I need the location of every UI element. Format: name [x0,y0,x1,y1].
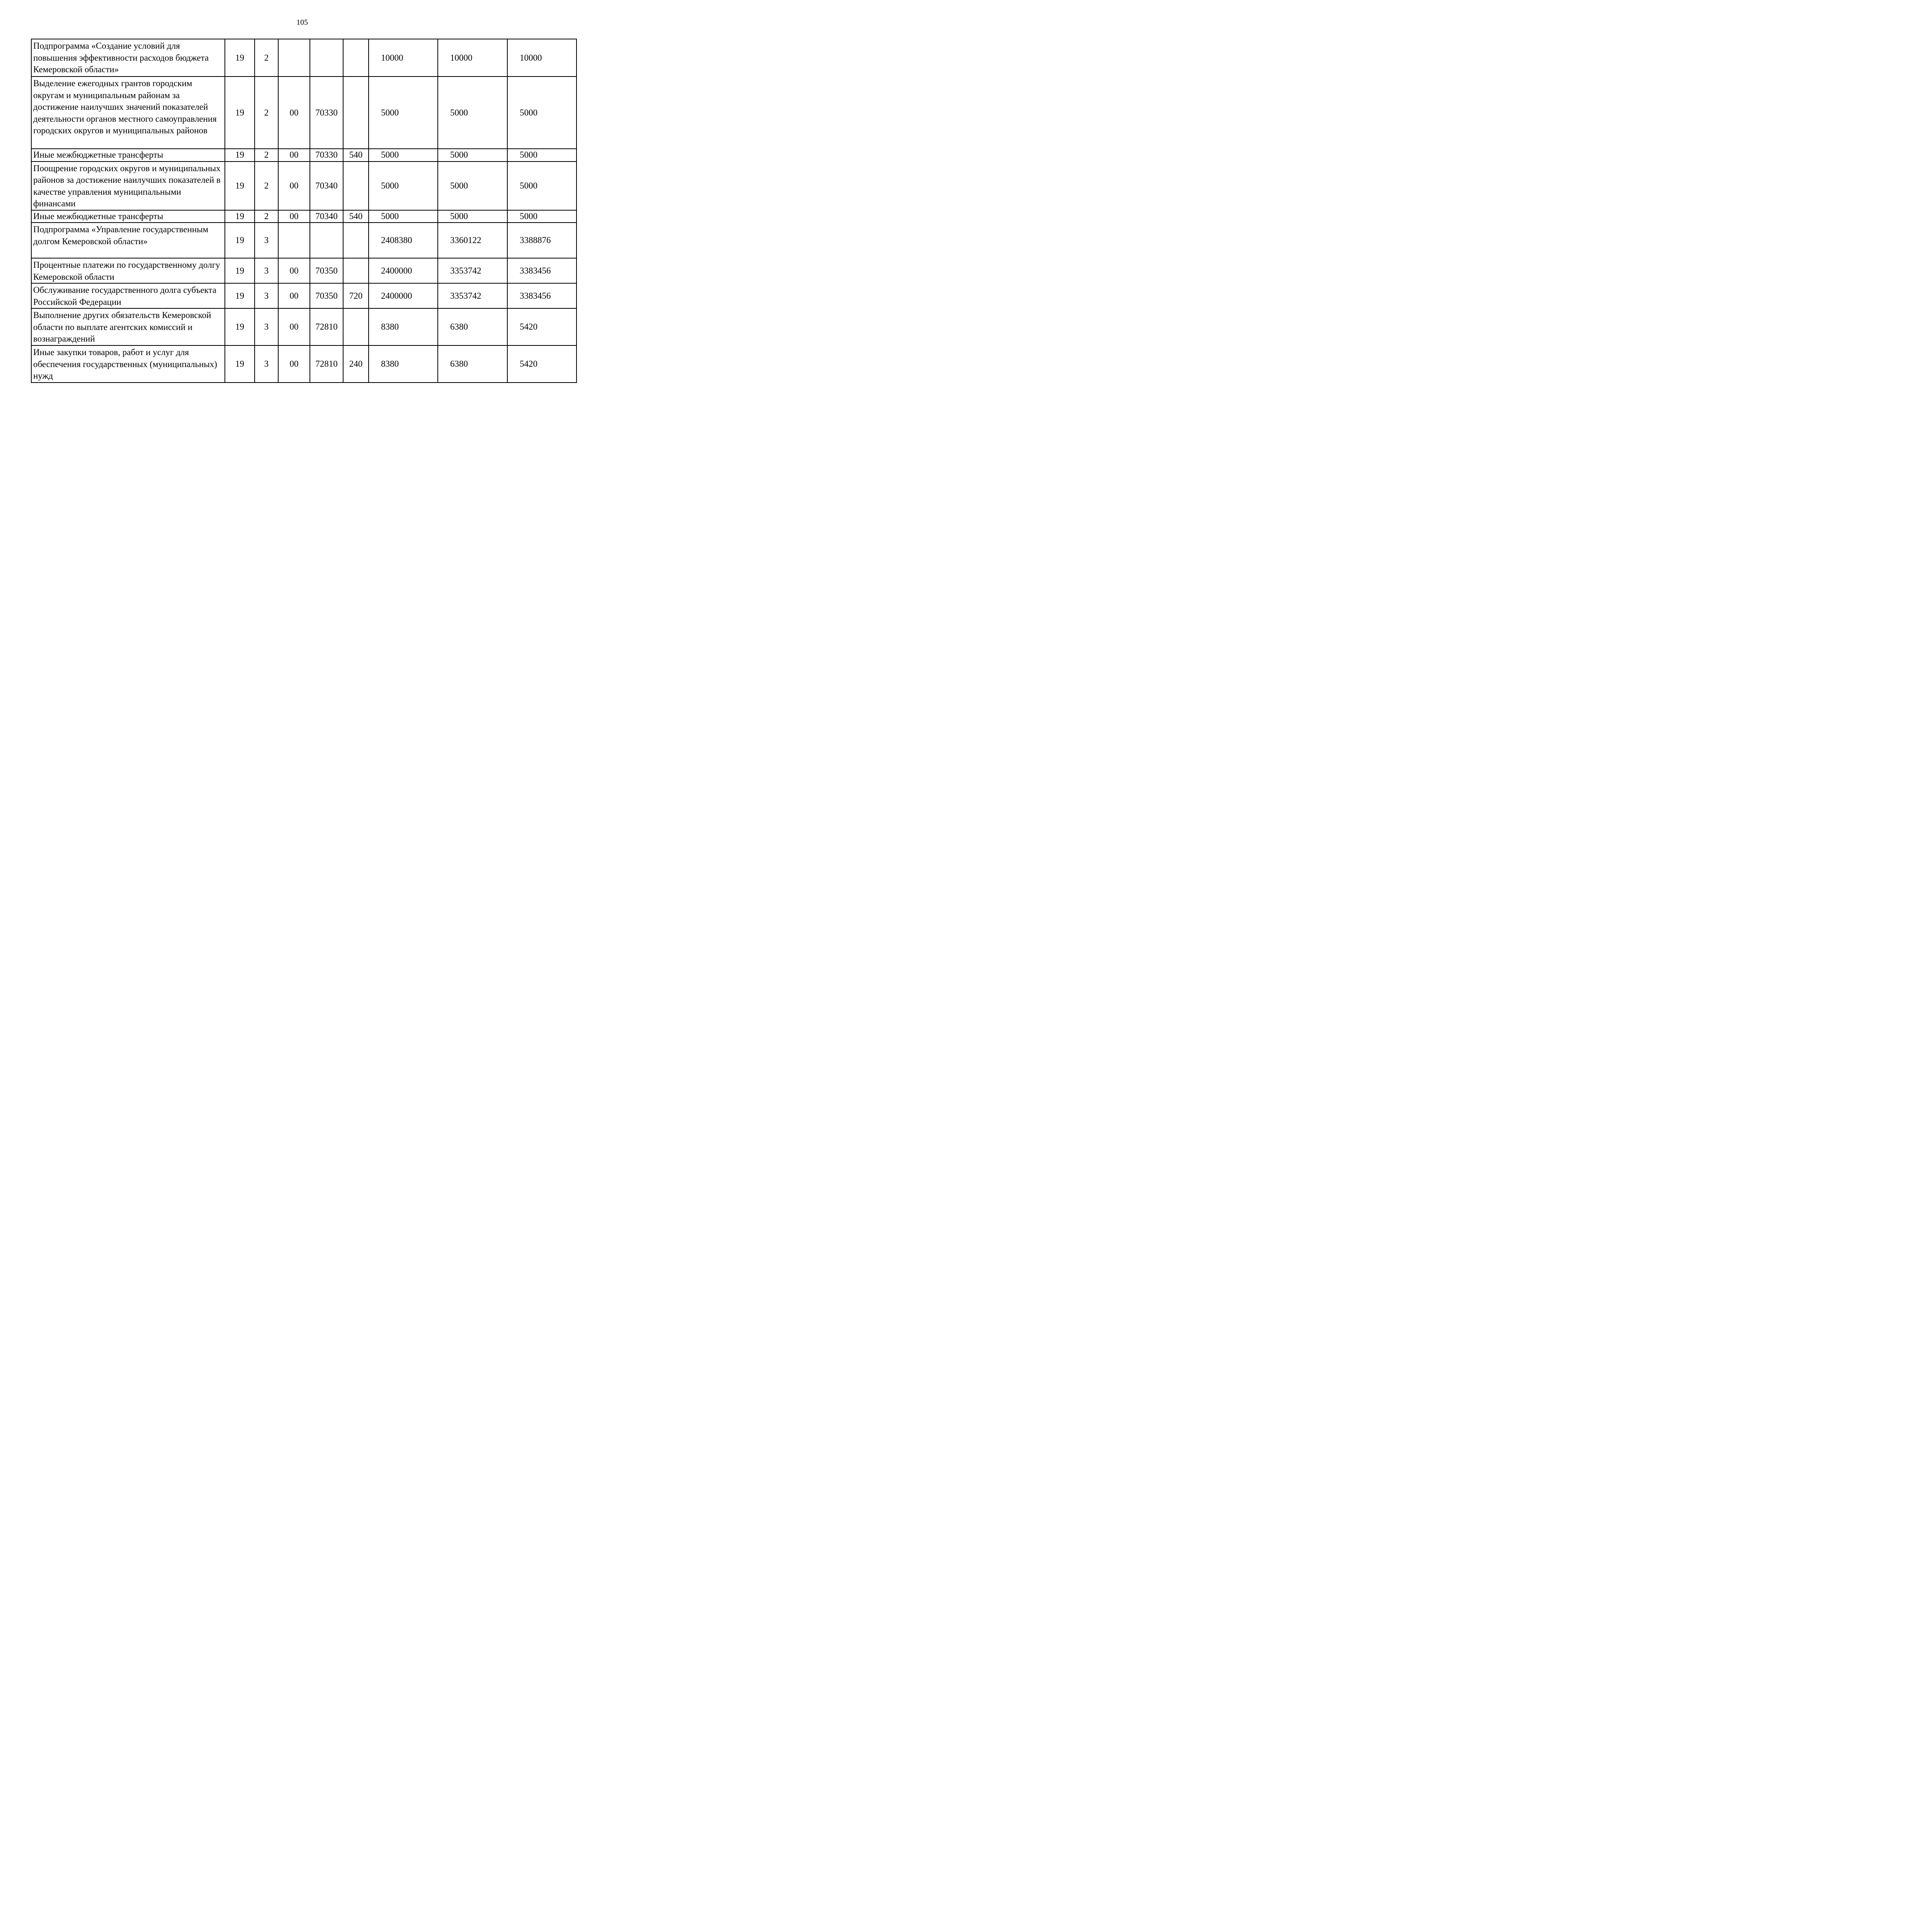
cell-code-1: 19 [225,39,255,77]
cell-amount-2: 5000 [438,77,507,149]
cell-code-1: 19 [225,162,255,210]
page-number: 105 [296,18,308,27]
cell-amount-2: 5000 [438,162,507,210]
cell-amount-3: 5000 [507,149,577,162]
cell-code-1: 19 [225,149,255,162]
table-row [31,210,577,223]
cell-code-3: 00 [278,308,310,345]
cell-code-3: 00 [278,149,310,162]
cell-code-2: 3 [255,223,278,258]
cell-amount-1: 5000 [369,149,438,162]
cell-code-5 [343,39,369,77]
cell-code-5 [343,223,369,258]
table-row [31,77,577,149]
cell-amount-1: 8380 [369,345,438,383]
cell-amount-1: 2400000 [369,283,438,308]
row-name: Поощрение городских округов и муниципальных районов за достижение наилучших показателей в качестве управления муниципальными финансами [31,162,225,210]
cell-amount-2: 5000 [438,210,507,223]
cell-amount-3: 5000 [507,210,577,223]
row-name: Подпрограмма «Создание условий для повышения эффективности расходов бюджета Кемеровской области» [31,39,225,77]
cell-code-4: 70340 [310,162,343,210]
cell-code-5: 540 [343,210,369,223]
cell-code-2: 2 [255,77,278,149]
cell-amount-2: 3353742 [438,258,507,283]
cell-code-3: 00 [278,345,310,383]
cell-amount-1: 5000 [369,162,438,210]
cell-code-4: 72810 [310,345,343,383]
cell-amount-2: 10000 [438,39,507,77]
cell-code-1: 19 [225,223,255,258]
row-name: Выполнение других обязательств Кемеровской области по выплате агентских комиссий и вознаграждений [31,308,225,345]
cell-amount-3: 5000 [507,77,577,149]
table-row [31,258,577,283]
cell-code-1: 19 [225,345,255,383]
cell-amount-3: 5420 [507,345,577,383]
row-name: Обслуживание государственного долга субъекта Российской Федерации [31,283,225,308]
cell-code-4: 70330 [310,77,343,149]
cell-code-4: 72810 [310,308,343,345]
cell-code-2: 3 [255,308,278,345]
cell-code-3: 00 [278,258,310,283]
table-row [31,162,577,210]
cell-amount-3: 3383456 [507,283,577,308]
cell-amount-1: 5000 [369,77,438,149]
row-name: Подпрограмма «Управление государственным долгом Кемеровской области» [31,223,225,258]
row-name: Иные межбюджетные трансферты [31,210,225,223]
cell-code-2: 2 [255,162,278,210]
row-name: Процентные платежи по государственному долгу Кемеровской области [31,258,225,283]
cell-amount-2: 5000 [438,149,507,162]
cell-code-2: 2 [255,149,278,162]
cell-code-2: 2 [255,210,278,223]
table-row [31,223,577,258]
table-row [31,308,577,345]
cell-code-4: 70340 [310,210,343,223]
table-row [31,149,577,162]
cell-amount-1: 8380 [369,308,438,345]
cell-code-2: 2 [255,39,278,77]
row-name: Иные межбюджетные трансферты [31,149,225,162]
cell-code-4: 70350 [310,283,343,308]
cell-code-1: 19 [225,283,255,308]
cell-code-5 [343,258,369,283]
row-name: Выделение ежегодных грантов городским округам и муниципальным районам за достижение наилучших значений показателей деятельности органов местного самоуправления городских округов и муниципальных районов [31,77,225,149]
cell-amount-1: 2400000 [369,258,438,283]
cell-code-1: 19 [225,210,255,223]
table-row [31,39,577,77]
cell-code-4 [310,39,343,77]
cell-code-4: 70350 [310,258,343,283]
cell-code-2: 3 [255,283,278,308]
cell-amount-3: 5420 [507,308,577,345]
cell-code-5 [343,308,369,345]
cell-code-4 [310,223,343,258]
cell-code-3: 00 [278,210,310,223]
cell-code-5 [343,77,369,149]
cell-amount-1: 2408380 [369,223,438,258]
cell-code-3 [278,223,310,258]
table-row [31,283,577,308]
table-body [31,39,577,383]
cell-code-2: 3 [255,345,278,383]
cell-amount-2: 3360122 [438,223,507,258]
cell-amount-3: 3388876 [507,223,577,258]
cell-code-3: 00 [278,283,310,308]
cell-code-5: 720 [343,283,369,308]
row-name: Иные закупки товаров, работ и услуг для обеспечения государственных (муниципальных) нужд [31,345,225,383]
cell-code-2: 3 [255,258,278,283]
cell-amount-1: 5000 [369,210,438,223]
cell-code-1: 19 [225,308,255,345]
cell-amount-1: 10000 [369,39,438,77]
cell-code-1: 19 [225,77,255,149]
cell-code-3: 00 [278,162,310,210]
cell-code-5: 540 [343,149,369,162]
cell-code-3 [278,39,310,77]
cell-code-3: 00 [278,77,310,149]
cell-code-5 [343,162,369,210]
cell-amount-2: 3353742 [438,283,507,308]
cell-amount-3: 10000 [507,39,577,77]
cell-amount-2: 6380 [438,345,507,383]
cell-code-4: 70330 [310,149,343,162]
cell-code-5: 240 [343,345,369,383]
cell-amount-3: 5000 [507,162,577,210]
cell-amount-2: 6380 [438,308,507,345]
cell-code-1: 19 [225,258,255,283]
cell-amount-3: 3383456 [507,258,577,283]
budget-table [31,39,577,383]
table-row [31,345,577,383]
